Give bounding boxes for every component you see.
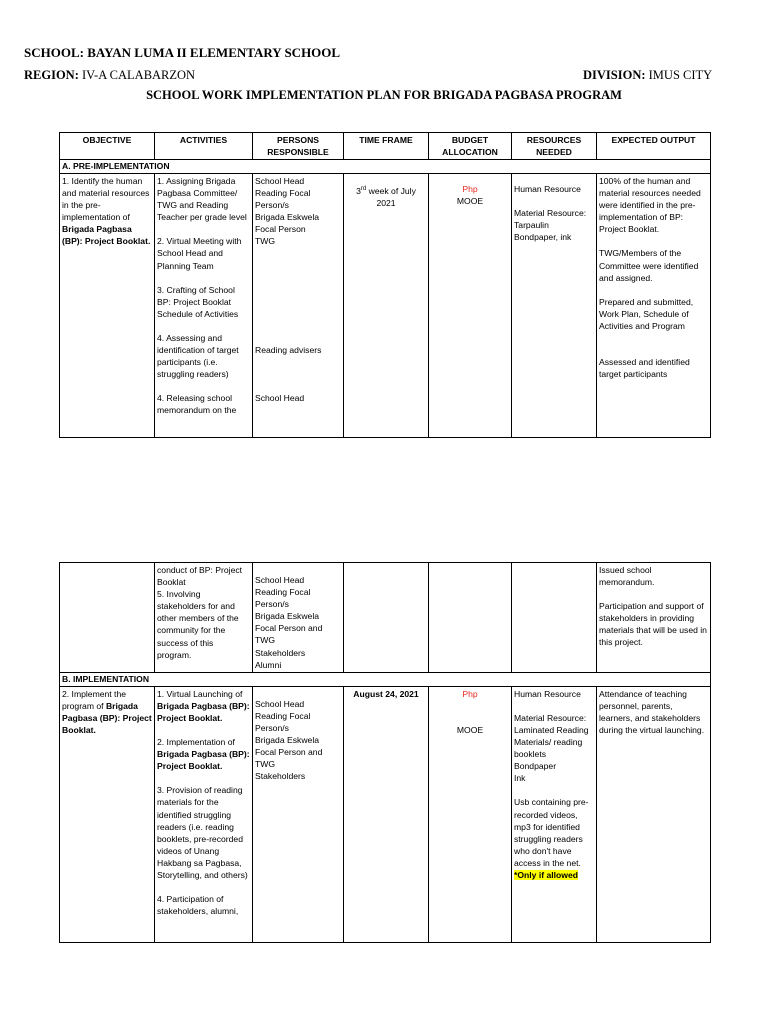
- objective-text: 2. Implement the program of: [62, 688, 127, 711]
- resource-item: Human Resource: [514, 184, 581, 194]
- output-item: 100% of the human and material resources needed were identified in the pre-implementation of BP: Project Booklat.: [599, 176, 701, 235]
- objective-cell: [60, 174, 155, 438]
- col-header-budget: BUDGET ALLOCATION: [429, 133, 512, 160]
- resource-item: Bondpaper: [514, 761, 557, 772]
- time-ordinal: 3: [356, 185, 361, 196]
- region-line: [24, 68, 195, 83]
- budget-source: MOOE: [456, 724, 484, 735]
- activity-item: 4. Releasing school memorandum on the: [157, 393, 237, 416]
- col-header-resources: RESOURCES NEEDED: [512, 133, 597, 160]
- col-header-time-frame: TIME FRAME: [344, 133, 429, 160]
- activity-bold-item: Brigada Pagbasa (BP): Project Booklat.: [157, 749, 250, 772]
- budget-currency: Php: [462, 184, 478, 194]
- person-item: Stakeholders: [255, 647, 306, 658]
- time-frame-cell: [344, 686, 429, 942]
- table-row: [60, 686, 711, 942]
- person-item: Alumni: [255, 659, 282, 670]
- objective-cell: [60, 686, 155, 942]
- col-header-persons: PERSONS RESPONSIBLE: [253, 133, 344, 160]
- section-row-implementation: [60, 672, 711, 686]
- person-item: School Head: [255, 392, 305, 403]
- col-header-objective: OBJECTIVE: [60, 133, 155, 160]
- division-line: [583, 68, 712, 83]
- persons-cell: [253, 686, 344, 942]
- time-frame-cell: [344, 563, 429, 673]
- table-header-row: [60, 133, 711, 160]
- activities-cell: [155, 174, 253, 438]
- highlighted-note: *Only if allowed: [514, 869, 578, 880]
- person-item: School Head: [255, 176, 305, 186]
- persons-cell: [253, 174, 344, 438]
- section-title: B. IMPLEMENTATION: [60, 672, 711, 686]
- plan-table-page-2: [59, 562, 711, 943]
- output-item: Attendance of teaching personnel, parents, learners, and stakeholders during the virtual launching.: [599, 688, 705, 736]
- resource-item: Ink: [514, 773, 526, 784]
- activity-bold-item: Brigada Pagbasa (BP): Project Booklat.: [157, 700, 250, 723]
- activities-cell: [155, 686, 253, 942]
- expected-output-cell: [597, 686, 711, 942]
- school-name: BAYAN LUMA II ELEMENTARY SCHOOL: [87, 45, 341, 60]
- document-title: SCHOOL WORK IMPLEMENTATION PLAN FOR BRIGADA PAGBASA PROGRAM: [146, 88, 622, 102]
- section-row-pre-implementation: [60, 160, 711, 174]
- resources-cell: [512, 563, 597, 673]
- activity-item: 1. Virtual Launching of: [157, 688, 243, 699]
- person-item: Reading Focal Person/s: [255, 710, 311, 733]
- budget-cell: [429, 174, 512, 438]
- time-text: week of July 2021: [366, 185, 416, 208]
- activity-item: 1. Assigning Brigada Pagbasa Committee/ TWG and Reading Teacher per grade level: [157, 176, 247, 223]
- output-item: TWG/Members of the Committee were identified and assigned.: [599, 248, 699, 283]
- section-title: A. PRE-IMPLEMENTATION: [60, 160, 711, 174]
- person-item: School Head: [255, 698, 305, 709]
- resources-cell: [512, 686, 597, 942]
- activity-item: 2. Virtual Meeting with School Head and Planning Team: [157, 236, 242, 271]
- person-item: Brigada Eskwela Focal Person and TWG: [255, 735, 323, 770]
- time-ordinal-suffix: rd: [360, 186, 367, 192]
- activity-item: 3. Crafting of School BP: Project Booklat Schedule of Activities: [157, 284, 239, 319]
- person-item: Brigada Eskwela Focal Person: [255, 212, 320, 235]
- region-value: IV-A CALABARZON: [82, 68, 196, 82]
- person-item: Stakeholders: [255, 771, 306, 782]
- budget-source: MOOE: [456, 196, 484, 207]
- resource-item: Material Resource: Laminated Reading Materials/ reading booklets: [514, 712, 589, 760]
- activity-item: conduct of BP: Project Booklat: [157, 565, 243, 588]
- objective-bold-text: Brigada Pagbasa (BP): Project Booklat.: [62, 224, 151, 247]
- resources-cell: [512, 174, 597, 438]
- output-item: Prepared and submitted, Work Plan, Schedule of Activities and Program: [599, 296, 694, 331]
- division-label: DIVISION:: [583, 68, 646, 82]
- activity-item: 3. Provision of reading materials for the identified struggling readers (i.e. reading booklets, pre-recorded videos of Unang Hakbang sa Pagbasa, Storytelling, and others): [157, 785, 248, 880]
- activity-item: 2. Implementation of: [157, 737, 235, 748]
- table-row: [60, 174, 711, 438]
- plan-table-page-1: [59, 132, 711, 438]
- expected-output-cell: [597, 563, 711, 673]
- person-item: Reading advisers: [255, 344, 322, 355]
- budget-cell: [429, 686, 512, 942]
- output-item: Issued school memorandum.: [599, 565, 655, 588]
- col-header-activities: ACTIVITIES: [155, 133, 253, 160]
- school-label: SCHOOL:: [24, 45, 84, 60]
- time-frame-cell: [344, 174, 429, 438]
- expected-output-cell: [597, 174, 711, 438]
- table-row: [60, 563, 711, 673]
- resource-item: Bondpaper, ink: [514, 232, 572, 243]
- budget-cell: [429, 563, 512, 673]
- output-item: Participation and support of stakeholders in providing materials that will be used in this project.: [599, 601, 707, 648]
- objective-text: 1. Identify the human and material resources in the pre-implementation of: [62, 176, 150, 223]
- resource-item: Material Resource: Tarpaulin: [514, 208, 587, 231]
- activity-item: 4. Assessing and identification of target participants (i.e. struggling readers): [157, 332, 239, 380]
- resource-item: Human Resource: [514, 688, 581, 699]
- activities-cell: [155, 563, 253, 673]
- output-item: Assessed and identified target participants: [599, 357, 690, 380]
- school-line: [24, 45, 340, 61]
- resource-item: Usb containing pre-recorded videos, mp3 for identified struggling readers who don't have access in the net.: [514, 797, 589, 868]
- objective-cell: [60, 563, 155, 673]
- person-item: Reading Focal Person/s: [255, 188, 311, 211]
- division-value: IMUS CITY: [648, 68, 713, 82]
- budget-currency: Php: [462, 688, 478, 699]
- objective-bold-text: Brigada Pagbasa (BP): Project Booklat.: [62, 700, 152, 736]
- person-item: TWG: [255, 236, 276, 247]
- person-item: Brigada Eskwela Focal Person and TWG: [255, 611, 323, 646]
- persons-cell: [253, 563, 344, 673]
- activity-item: 4. Participation of stakeholders, alumni,: [157, 894, 239, 917]
- activity-item: 5. Involving stakeholders for and other members of the community for the success of this program.: [157, 589, 239, 660]
- time-text: August 24, 2021: [353, 688, 419, 699]
- person-item: Reading Focal Person/s: [255, 587, 311, 610]
- person-item: School Head: [255, 575, 305, 585]
- region-label: REGION:: [24, 68, 79, 82]
- col-header-expected-output: EXPECTED OUTPUT: [597, 133, 711, 160]
